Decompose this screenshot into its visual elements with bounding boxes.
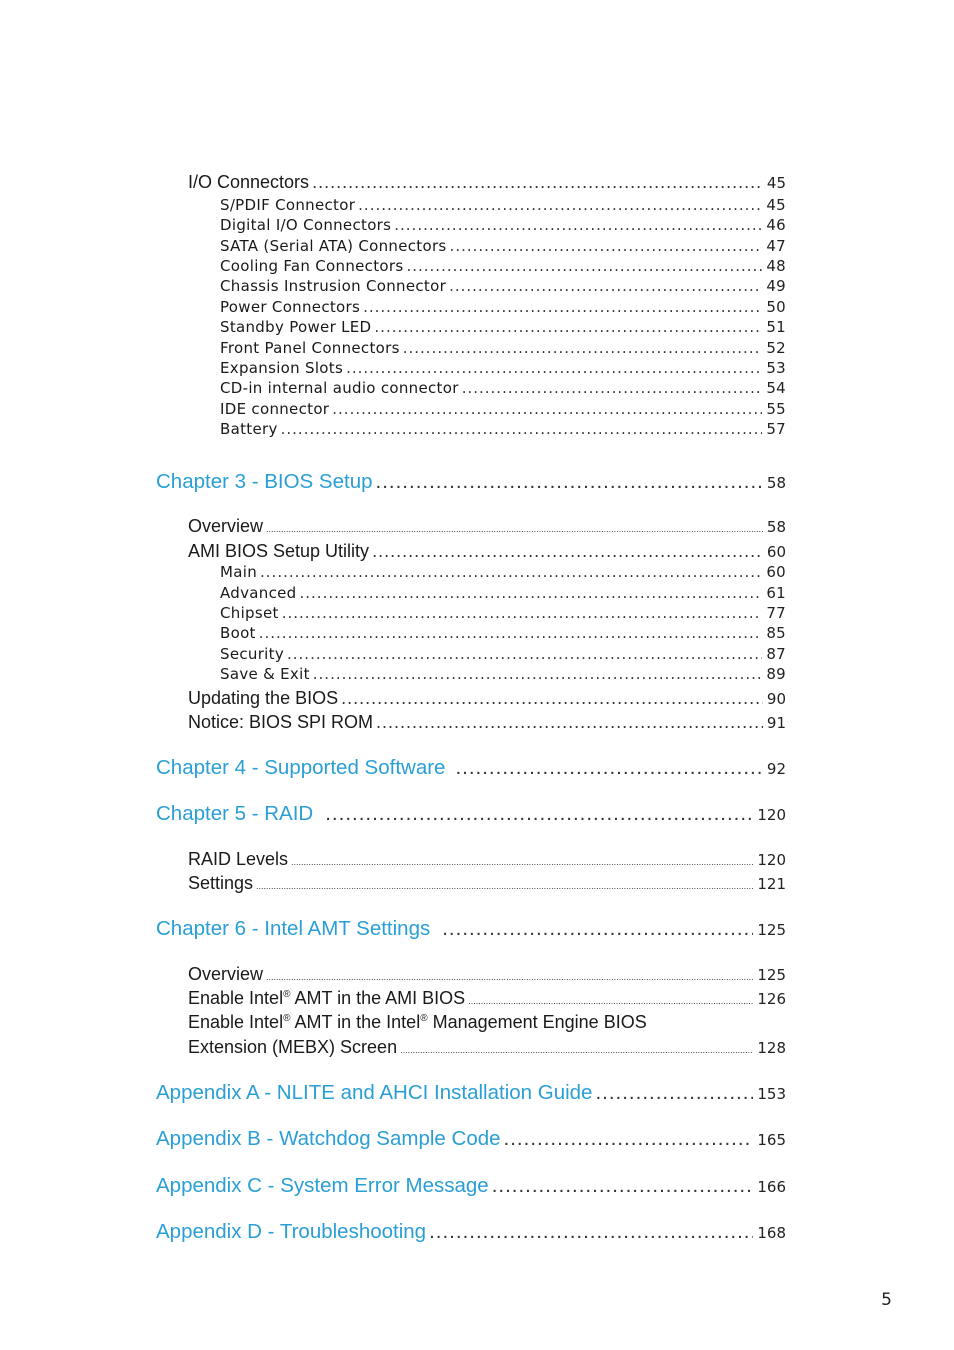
toc-entry-enable-amt-mebx-line1[interactable]: Enable Intel® AMT in the Intel® Management Engine BIOS [188, 1012, 647, 1032]
toc-page: 153 [757, 1085, 786, 1103]
toc-entry-io-connectors[interactable] [188, 172, 786, 193]
dot-leader [266, 972, 753, 982]
toc-label: Chipset [220, 604, 279, 622]
dot-leader [595, 1081, 753, 1105]
dot-leader [282, 604, 763, 622]
toc-label: Advanced [220, 584, 297, 602]
dot-leader [287, 645, 762, 663]
toc-entry-enable-amt-ami-bios[interactable] [188, 988, 786, 1009]
chapter-title: Chapter 5 - RAID [156, 802, 314, 825]
toc-page: 60 [766, 563, 786, 581]
dot-leader [429, 1220, 753, 1244]
appendix-title: Appendix D - Troubleshooting [156, 1220, 427, 1243]
toc-page: 126 [757, 990, 786, 1008]
appendix-title: Appendix C - System Error Message [156, 1174, 489, 1197]
toc-label: Security [220, 645, 284, 663]
toc-entry-chipset[interactable] [220, 604, 786, 622]
toc-entry-cd-in[interactable] [220, 379, 786, 397]
toc-page: 51 [766, 318, 786, 336]
toc-entry-standby-power-led[interactable] [220, 318, 786, 336]
toc-label: S/PDIF Connector [220, 196, 356, 214]
toc-label: Overview [188, 964, 264, 984]
toc-entry-expansion-slots[interactable] [220, 359, 786, 377]
toc-label: Extension (MEBX) Screen [188, 1037, 398, 1057]
dot-leader [450, 237, 763, 255]
toc-label: Cooling Fan Connectors [220, 257, 404, 275]
dot-leader [442, 917, 753, 941]
toc-label: Power Connectors [220, 298, 361, 316]
toc-page: 57 [766, 420, 786, 438]
toc-label: Front Panel Connectors [220, 339, 400, 357]
dot-leader [346, 359, 762, 377]
dot-leader [403, 339, 763, 357]
toc-page: 121 [757, 875, 786, 893]
toc-page: 58 [766, 474, 786, 492]
toc-page: 128 [757, 1039, 786, 1057]
dot-leader [300, 584, 763, 602]
dot-leader [468, 996, 753, 1006]
appendix-title: Appendix A - NLITE and AHCI Installation Guide [156, 1081, 593, 1104]
toc-chapter-4[interactable] [156, 756, 786, 780]
toc-entry-enable-amt-mebx-line2[interactable] [188, 1037, 786, 1058]
toc-entry-updating-bios[interactable] [188, 688, 786, 709]
toc-page: 50 [766, 298, 786, 316]
dot-leader [374, 318, 762, 336]
toc-label: Enable Intel® AMT in the AMI BIOS [188, 988, 466, 1008]
chapter-title: Chapter 3 - BIOS Setup [156, 470, 373, 493]
toc-page: 92 [766, 760, 786, 778]
toc-label: Battery [220, 420, 278, 438]
toc-label: Boot [220, 624, 256, 642]
toc-appendix-c[interactable] [156, 1174, 786, 1198]
toc-page: 87 [766, 645, 786, 663]
toc-entry-notice-bios-spi-rom[interactable] [188, 712, 786, 733]
dot-leader [406, 257, 762, 275]
toc-entry-power-connectors[interactable] [220, 298, 786, 316]
toc-page: 125 [757, 921, 786, 939]
toc-page: 55 [766, 400, 786, 418]
dot-leader [260, 563, 762, 581]
appendix-title: Appendix B - Watchdog Sample Code [156, 1127, 501, 1150]
toc-label: Expansion Slots [220, 359, 344, 377]
toc-page: 168 [757, 1224, 786, 1242]
toc-label: Settings [188, 873, 254, 893]
dot-leader [504, 1127, 754, 1151]
toc-label: Notice: BIOS SPI ROM [188, 712, 374, 732]
toc-page: 120 [757, 851, 786, 869]
toc-label: Digital I/O Connectors [220, 216, 392, 234]
dot-leader [394, 216, 762, 234]
toc-page: 60 [766, 543, 786, 561]
toc-label: CD-in internal audio connector [220, 379, 459, 397]
dot-leader [291, 857, 753, 867]
toc-entry-digital-io[interactable] [220, 216, 786, 234]
toc-page: 89 [766, 665, 786, 683]
dot-leader [455, 756, 762, 780]
toc-page: 166 [757, 1178, 786, 1196]
toc-entry-advanced[interactable] [220, 584, 786, 602]
toc-page: 61 [766, 584, 786, 602]
toc-label: RAID Levels [188, 849, 289, 869]
toc-entry-save-exit[interactable] [220, 665, 786, 683]
toc-entry-boot[interactable] [220, 624, 786, 642]
toc-page: 48 [766, 257, 786, 275]
dot-leader [462, 379, 763, 397]
dot-leader [492, 1174, 754, 1198]
toc-entry-raid-settings[interactable] [188, 873, 786, 894]
dot-leader [358, 196, 762, 214]
toc-page: 54 [766, 379, 786, 397]
dot-leader [312, 172, 763, 193]
toc-entry-ch3-overview[interactable] [188, 516, 786, 537]
toc-label: SATA (Serial ATA) Connectors [220, 237, 447, 255]
toc-label: Standby Power LED [220, 318, 372, 336]
toc-appendix-b[interactable] [156, 1127, 786, 1151]
toc-page: 45 [766, 196, 786, 214]
toc-label: Main [220, 563, 258, 581]
dot-leader [281, 420, 763, 438]
toc-label: Save & Exit [220, 665, 310, 683]
dot-leader [341, 688, 763, 709]
toc-entry-battery[interactable] [220, 420, 786, 438]
toc-page: 52 [766, 339, 786, 357]
toc-chapter-6[interactable] [156, 917, 786, 941]
toc-page: 47 [766, 237, 786, 255]
toc-label: IDE connector [220, 400, 330, 418]
toc-page: 91 [766, 714, 786, 732]
toc-label: Updating the BIOS [188, 688, 339, 708]
toc-label: Chassis Instrusion Connector [220, 277, 447, 295]
toc-page: 120 [757, 806, 786, 824]
chapter-title: Chapter 4 - Supported Software [156, 756, 446, 779]
toc-entry-cooling-fan[interactable] [220, 257, 786, 275]
toc-page: 46 [766, 216, 786, 234]
toc-entry-front-panel[interactable] [220, 339, 786, 357]
toc-label: I/O Connectors [188, 172, 310, 192]
toc-chapter-3[interactable] [156, 470, 786, 494]
toc-page: 85 [766, 624, 786, 642]
toc-entry-ami-bios-setup[interactable] [188, 541, 786, 562]
toc-appendix-a[interactable] [156, 1081, 786, 1105]
toc-appendix-d[interactable] [156, 1220, 786, 1244]
dot-leader [332, 400, 762, 418]
dot-leader [313, 665, 763, 683]
toc-entry-sata[interactable] [220, 237, 786, 255]
toc-entry-main[interactable] [220, 563, 786, 581]
toc-page: 165 [757, 1131, 786, 1149]
toc-page: 49 [766, 277, 786, 295]
dot-leader [376, 712, 763, 733]
dot-leader [363, 298, 762, 316]
toc-entry-spdif[interactable] [220, 196, 786, 214]
page-number: 5 [881, 1290, 892, 1310]
dot-leader [325, 802, 753, 826]
dot-leader [376, 470, 763, 494]
dot-leader [449, 277, 762, 295]
toc-entry-chassis-intrusion[interactable] [220, 277, 786, 295]
toc-entry-ch6-overview[interactable] [188, 964, 786, 985]
dot-leader [259, 624, 763, 642]
toc-chapter-5[interactable] [156, 802, 786, 826]
toc-page: 45 [766, 174, 786, 192]
dot-leader [400, 1045, 753, 1055]
toc-page: 58 [766, 518, 786, 536]
toc-page: 125 [757, 966, 786, 984]
dot-leader [266, 524, 763, 534]
toc-label: Overview [188, 516, 264, 536]
toc-label: AMI BIOS Setup Utility [188, 541, 370, 561]
toc-entry-security[interactable] [220, 645, 786, 663]
toc-page: 53 [766, 359, 786, 377]
toc-page: 77 [766, 604, 786, 622]
toc-page: 90 [766, 690, 786, 708]
toc-entry-ide-connector[interactable] [220, 400, 786, 418]
toc-entry-raid-levels[interactable] [188, 849, 786, 870]
dot-leader [372, 541, 763, 562]
dot-leader [256, 881, 753, 891]
chapter-title: Chapter 6 - Intel AMT Settings [156, 917, 431, 940]
